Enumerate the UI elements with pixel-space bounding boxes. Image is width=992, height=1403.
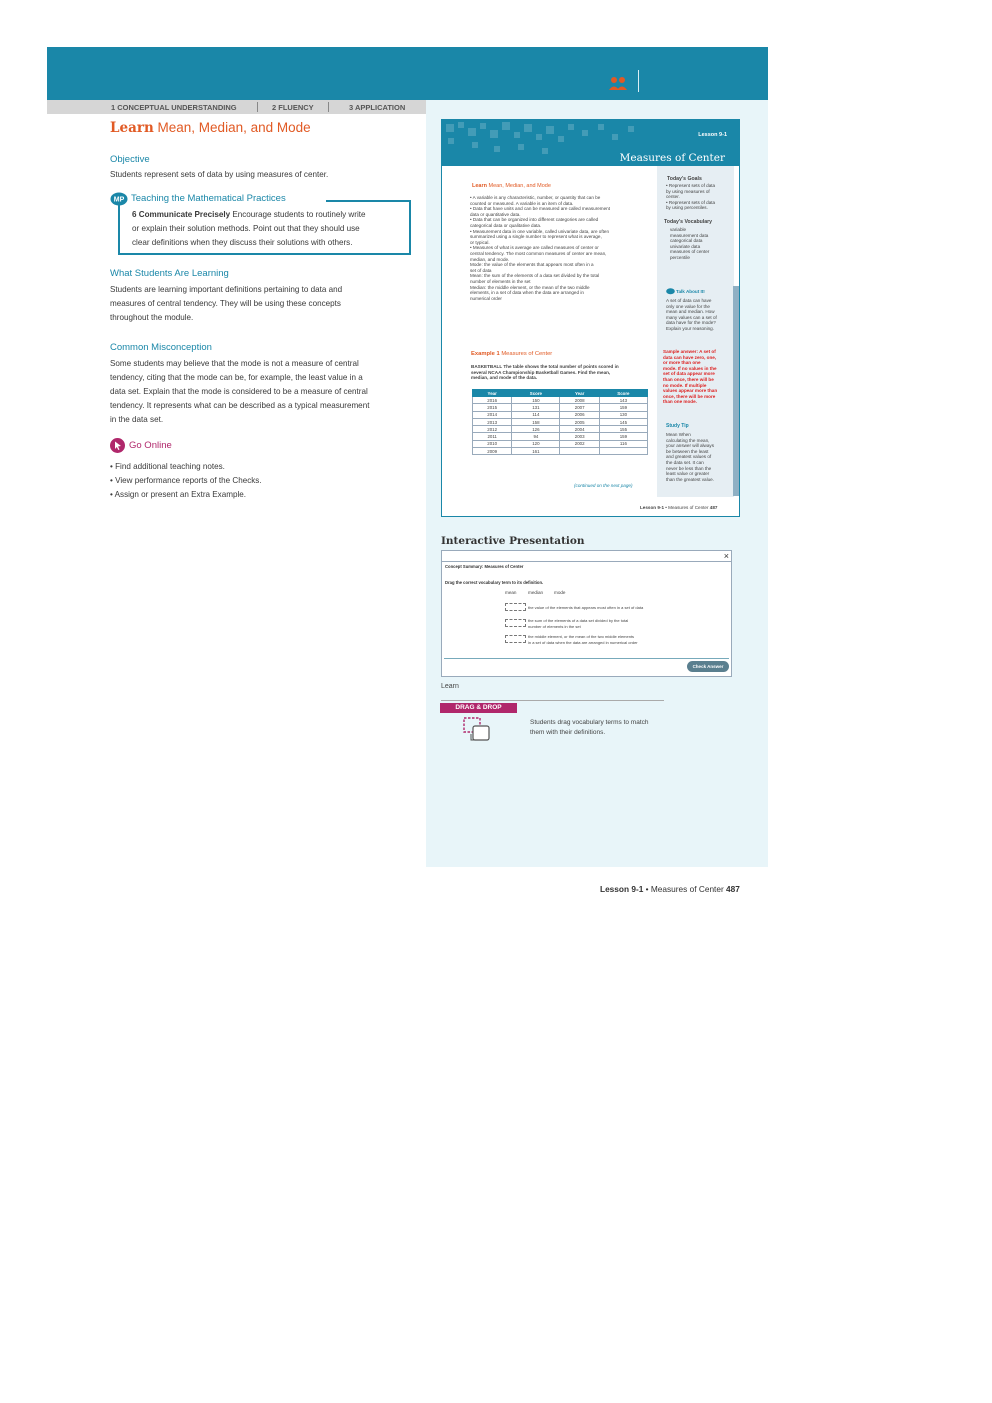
table-cell: 2002: [560, 440, 599, 447]
screen-divider: [444, 658, 729, 659]
sp-body-line: number of elements in the set: [470, 278, 531, 284]
sp-tip-line: never be less than the: [666, 465, 712, 471]
drag-drop-description: [530, 718, 670, 738]
sp-footer-lesson: Lesson 9-1: [640, 505, 664, 510]
learning-line: Students are learning important definitions pertaining to data and: [110, 285, 343, 294]
scores-table: [472, 389, 648, 455]
interactive-presentation-heading: Interactive Presentation: [441, 535, 585, 547]
table-cell: 130: [599, 411, 647, 418]
practices-line: clear definitions when they discuss their solutions with others.: [132, 238, 353, 247]
sp-body-line: categorical data or qualitative data.: [470, 222, 542, 228]
table-cell: [599, 448, 647, 455]
table-cell: 155: [599, 426, 647, 433]
misconception-line: in the data set.: [110, 415, 164, 424]
sp-learn-title: Mean, Median, and Mode: [488, 183, 551, 189]
caption-divider: [441, 700, 664, 701]
table-cell: 2006: [560, 411, 599, 418]
sp-tip-line: the data set. It can: [666, 459, 704, 465]
sp-body-line: median, and mode.: [470, 256, 510, 262]
list-item: • Assign or present an Extra Example.: [110, 490, 246, 499]
learning-line: measures of central tendency. They will be using these concepts: [110, 299, 341, 308]
misconception-heading: Common Misconception: [110, 342, 212, 353]
sp-talk-heading: Talk About It!: [676, 289, 705, 294]
student-page-header: [442, 120, 740, 166]
sp-talk-line: only one value for the: [666, 303, 710, 309]
progression-tabs: [47, 100, 426, 114]
misconception-line: tendency, citing that the mode can be, for example, the least value in a: [110, 373, 363, 382]
definition-line: the sum of the elements of a data set divided by the total: [528, 618, 629, 623]
drag-drop-badge: DRAG & DROP: [440, 703, 517, 713]
definition-line: number of elements in the set: [528, 623, 581, 629]
drop-slot[interactable]: [505, 619, 526, 627]
sp-tip-line: least value or greater: [666, 471, 710, 477]
sp-goals-heading: Today's Goals: [667, 176, 702, 182]
sidebar-scroll-bar: [733, 286, 740, 496]
tab-fluency: 2 FLUENCY: [272, 103, 314, 112]
sp-talk-line: data have for the mode?: [666, 320, 716, 326]
tab-divider: [257, 102, 258, 112]
list-item: • View performance reports of the Checks.: [110, 476, 262, 485]
go-online-heading: Go Online: [129, 440, 172, 451]
practices-text: [132, 208, 402, 250]
sp-vocab-heading: Today's Vocabulary: [664, 219, 713, 225]
sp-body-line: summarized using a single number to represent what is average,: [470, 234, 602, 240]
footer-bullet: •: [643, 884, 651, 894]
sp-body-line: data or quantitative data.: [470, 211, 521, 217]
sp-body-line: or typical.: [470, 239, 490, 245]
group-icon: [608, 75, 628, 91]
drop-slot[interactable]: [505, 635, 526, 643]
practices-lead: 6 Communicate Precisely: [132, 210, 231, 219]
description-line: them with their definitions.: [530, 729, 606, 736]
go-online-list: [110, 460, 262, 502]
sp-body: [470, 195, 656, 301]
learning-text: [110, 283, 410, 325]
footer-title: Measures of Center: [650, 884, 727, 894]
definition-line: in a set of data when the data are arranged in numerical order: [528, 639, 638, 645]
sp-tip-line: Mean When: [666, 432, 691, 437]
sp-goal-line: center.: [666, 194, 680, 200]
sp-answer-line: no mode. If multiple: [663, 382, 707, 388]
table-cell: 2003: [560, 433, 599, 440]
table-row: [473, 404, 648, 411]
sp-example-text: [471, 364, 651, 381]
table-cell: 161: [512, 448, 560, 455]
table-row: [473, 433, 648, 440]
table-cell: 150: [512, 397, 560, 404]
sp-goals: [666, 183, 715, 211]
sp-goal-line: by using percentiles.: [666, 205, 708, 211]
definition-text: [528, 618, 628, 629]
screen-topbar: [442, 561, 731, 562]
table-cell: 2005: [560, 418, 599, 425]
sp-answer-line: Sample answer: A set of: [663, 349, 716, 354]
sp-body-line: Mean: the sum of the elements of a data set divided by the total: [470, 273, 600, 279]
sp-vocab: [670, 227, 709, 261]
sp-answer-line: or more than one: [663, 360, 701, 366]
table-cell: 2007: [560, 404, 599, 411]
table-cell: 2008: [560, 397, 599, 404]
objective-text: Students represent sets of data by using measures of center.: [110, 170, 329, 179]
sp-goal-line: by using measures of: [666, 188, 710, 194]
table-cell: 120: [512, 440, 560, 447]
sp-body-line: • A variable is any characteristic, number, or quantity that can be: [470, 195, 601, 200]
sp-body-line: counted or measured. A variable is an item of data.: [470, 200, 574, 206]
cursor-icon: [110, 438, 125, 453]
learn-title: [110, 120, 311, 136]
sp-body-line: set of data: [470, 267, 492, 273]
table-cell: 2010: [473, 440, 512, 447]
sp-body-line: Mode: the value of the elements that appears most often in a: [470, 262, 594, 268]
sp-body-line: central tendency. The most common measures of center are mean,: [470, 250, 607, 256]
sp-example-heading: [471, 352, 552, 358]
table-cell: [560, 448, 599, 455]
table-row: [473, 440, 648, 447]
concept-summary-title: Concept Summary: Measures of Center: [445, 564, 524, 569]
sp-vocab-term: univariate data: [670, 243, 701, 249]
sp-answer-line: data can have zero, one,: [663, 354, 717, 360]
practices-line: Encourage students to routinely write: [232, 210, 366, 219]
learning-line: throughout the module.: [110, 313, 194, 322]
sp-tip-line: your answer will always: [666, 443, 714, 449]
sp-example-title: Example 1: [471, 351, 500, 357]
sp-vocab-term: measures of center: [670, 249, 710, 255]
table-header: Year: [560, 390, 599, 397]
sp-talk-line: A set of data can have: [666, 298, 712, 303]
sp-continued: (continued on the next page): [574, 483, 633, 488]
table-header: Score: [512, 390, 560, 397]
table-row: [473, 426, 648, 433]
misconception-line: tendency. It represents what can be described as a typical measurement: [110, 401, 370, 410]
sp-goal-line: • Represent sets of data: [666, 199, 716, 205]
interactive-presentation-screen: [441, 550, 732, 677]
sp-body-line: numerical order: [470, 295, 502, 301]
sp-body-line: elements, in a set of data when the data are arranged in: [470, 290, 584, 296]
table-row: [473, 397, 648, 404]
table-header: Score: [599, 390, 647, 397]
mathematical-practices-icon: [110, 192, 128, 206]
table-cell: 2014: [473, 411, 512, 418]
sp-learn-heading: [472, 184, 551, 190]
definition-text: [528, 634, 638, 645]
definition-line: the middle element, or the mean of the two middle elements: [528, 634, 635, 639]
check-answer-button[interactable]: Check Answer: [687, 661, 729, 672]
sp-example-line: The table shows the total number of points scored in: [503, 364, 619, 369]
sp-tip-heading: Study Tip: [666, 423, 689, 429]
draggable-term-median[interactable]: median: [528, 590, 544, 595]
tab-conceptual-understanding: 1 CONCEPTUAL UNDERSTANDING: [111, 103, 237, 112]
sp-answer-line: set of data appear more: [663, 371, 715, 377]
close-icon[interactable]: ×: [723, 551, 729, 561]
page-number: 487: [726, 884, 740, 894]
sp-answer-line: than once, there will be: [663, 376, 714, 382]
learning-heading: What Students Are Learning: [110, 268, 229, 279]
sp-body-line: • Data that can be organized into different categories are called: [470, 217, 599, 223]
page-footer: [600, 884, 740, 894]
table-cell: 2009: [473, 448, 512, 455]
learn-title-text: Mean, Median, and Mode: [157, 120, 311, 135]
list-item: • Find additional teaching notes.: [110, 462, 225, 471]
sp-answer-line: mode. If no values in the: [663, 365, 717, 371]
sp-tip: [666, 432, 714, 482]
drop-slot[interactable]: [505, 603, 526, 611]
table-cell: 2012: [473, 426, 512, 433]
sp-tip-line: calculating the mean,: [666, 437, 710, 443]
sp-tip-line: be between the least: [666, 448, 709, 454]
sp-tip-line: than the greatest value.: [666, 476, 715, 482]
table-cell: 143: [599, 397, 647, 404]
table-cell: 2011: [473, 433, 512, 440]
table-row: [473, 448, 648, 455]
table-cell: 114: [512, 411, 560, 418]
mp-icon-label: MP: [113, 196, 125, 204]
sp-talk-line: mean and median. How: [666, 309, 715, 315]
student-page-lesson: Lesson 9-1: [698, 132, 727, 138]
sp-answer-line: than one mode.: [663, 399, 697, 405]
table-cell: 159: [599, 433, 647, 440]
sp-vocab-term: percentile: [670, 254, 690, 260]
misconception-text: [110, 357, 410, 427]
scores-table-body: [473, 397, 648, 455]
draggable-term-mean[interactable]: mean: [505, 590, 517, 595]
sp-sample-answer: [663, 349, 717, 405]
table-cell: 2004: [560, 426, 599, 433]
definition-text: the value of the elements that appears most often in a set of data: [528, 605, 644, 610]
sp-tip-line: and greatest values of: [666, 454, 712, 460]
sp-vocab-term: measurement data: [670, 232, 709, 238]
table-cell: 145: [599, 418, 647, 425]
sp-vocab-term: categorical data: [670, 238, 703, 244]
sp-talk-line: many values can a set of: [666, 314, 717, 320]
table-cell: 94: [512, 433, 560, 440]
sp-goal-line: • Represent sets of data: [666, 183, 716, 188]
sp-learn-word: Learn: [472, 183, 487, 189]
practices-heading: Teaching the Mathematical Practices: [131, 193, 286, 204]
sp-example-tag: BASKETBALL: [471, 364, 503, 369]
practices-box-topline: [326, 200, 411, 202]
sp-example-line: median, and mode of the data.: [471, 375, 538, 381]
drag-instruction: Drag the correct vocabulary term to its definition.: [445, 580, 544, 585]
sp-body-line: • Data that have units and can be measured are called measurement: [470, 206, 611, 212]
table-cell: 2013: [473, 418, 512, 425]
sp-talk-line: Explain your reasoning.: [666, 325, 715, 331]
table-cell: 2016: [473, 397, 512, 404]
sp-footer: Lesson 9-1 • Measures of Center 487: [640, 505, 718, 510]
sp-example-sub: Measures of Center: [501, 351, 553, 357]
header-band: [47, 47, 768, 100]
sp-footer-title: Measures of Center: [668, 505, 709, 510]
table-cell: 131: [512, 404, 560, 411]
sp-example-line: several NCAA Championship Basketball Games. Find the mean,: [471, 369, 611, 375]
sp-body-line: • Measures of what is average are called measures of center or: [470, 245, 599, 251]
speech-bubble-icon: [666, 288, 675, 295]
student-page-thumbnail: [441, 119, 740, 517]
screen-caption: Learn: [441, 683, 459, 690]
sp-body-line: Median: the middle element, or the mean of the two middle: [470, 284, 590, 290]
sp-answer-line: values appear more than: [663, 388, 718, 394]
table-cell: 158: [512, 418, 560, 425]
table-cell: 2015: [473, 404, 512, 411]
table-row: [473, 411, 648, 418]
misconception-line: data set. Explain that the mode is considered to be a measure of central: [110, 387, 368, 396]
table-header: Year: [473, 390, 512, 397]
misconception-line: Some students may believe that the mode is not a measure of central: [110, 359, 359, 368]
header-divider: [638, 70, 639, 92]
student-page-title: Measures of Center: [619, 152, 725, 164]
objective-heading: Objective: [110, 154, 150, 165]
sp-footer-page: 487: [709, 505, 718, 510]
sp-answer-line: once, there will be more: [663, 393, 716, 399]
description-line: Students drag vocabulary terms to match: [530, 719, 649, 726]
drag-drop-icon: [462, 716, 492, 744]
sp-body-line: • Measurement data in one variable, called univariate data, are often: [470, 228, 609, 234]
table-cell: 159: [599, 404, 647, 411]
draggable-term-mode[interactable]: mode: [554, 590, 566, 595]
sp-talk: [666, 298, 717, 332]
table-row: [473, 418, 648, 425]
table-cell: 126: [512, 426, 560, 433]
tab-divider: [328, 102, 329, 112]
table-cell: 116: [599, 440, 647, 447]
tab-application: 3 APPLICATION: [349, 103, 406, 112]
practices-line: or explain their solution methods. Point out that they should use: [132, 224, 360, 233]
footer-lesson: Lesson 9-1: [600, 884, 644, 894]
sp-vocab-term: variable: [670, 227, 687, 232]
learn-word: Learn: [110, 120, 154, 136]
